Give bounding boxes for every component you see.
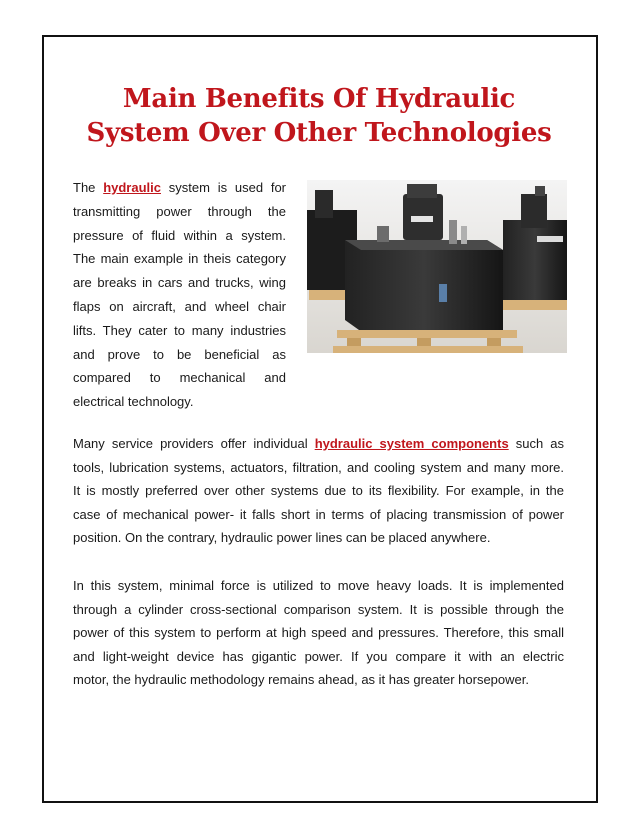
paragraph-line: and light-weight device has gigantic power. If you compare it with an electric: [73, 648, 564, 664]
hydraulic-system-components-link[interactable]: hydraulic system components: [314, 436, 509, 451]
title-line-1: Main Benefits Of Hydraulic: [122, 84, 516, 114]
intro-paragraph: [73, 176, 286, 414]
intro-line: electrical technology.: [73, 394, 194, 410]
intro-line: compared to mechanical and: [73, 370, 286, 386]
intro-line: pressure of fluid within a system.: [73, 227, 286, 243]
paragraph-line: tools, lubrication systems, actuators, filtration, and cooling system and many more.: [73, 459, 564, 475]
paragraph-line: In this system, minimal force is utilized to move heavy loads. It is implemented: [73, 578, 564, 593]
paragraph-line: It is mostly preferred over other systems due to its flexibility. For example, in the: [73, 483, 564, 499]
paragraph-line: case of mechanical power- it falls short in terms of placing transmission of power: [73, 506, 564, 522]
intro-line: lifts. They cater to many industries: [73, 322, 286, 338]
intro-line: The hydraulic system is used for: [73, 180, 287, 195]
intro-line: are breaks in cars and trucks, wing: [73, 275, 286, 291]
intro-line: transmitting power through the: [73, 203, 286, 219]
title-line-2: System Over Other Technologies: [86, 118, 552, 148]
paragraph-line: through a cylinder cross-sectional comparison system. It is possible through the: [73, 601, 564, 617]
force-paragraph: [73, 574, 564, 692]
paragraph-line: motor, the hydraulic methodology remains ahead, as it has greater horsepower.: [73, 672, 529, 688]
intro-line: and prove to be beneficial as: [73, 346, 286, 362]
paragraph-line: position. On the contrary, hydraulic power lines can be placed anywhere.: [73, 530, 491, 546]
paragraph-line: Many service providers offer individual hydraulic system components such as: [73, 436, 564, 451]
intro-line: The main example in theis category: [73, 251, 286, 267]
paragraph-line: power of this system to perform at high speed and pressures. Therefore, this small: [73, 625, 564, 641]
intro-line: flaps on aircraft, and wheel chair: [73, 298, 286, 314]
hydraulic-link[interactable]: hydraulic: [103, 180, 161, 195]
hydraulic-unit-photo: [307, 180, 567, 353]
page-title: [50, 82, 588, 150]
components-paragraph: [73, 432, 564, 550]
